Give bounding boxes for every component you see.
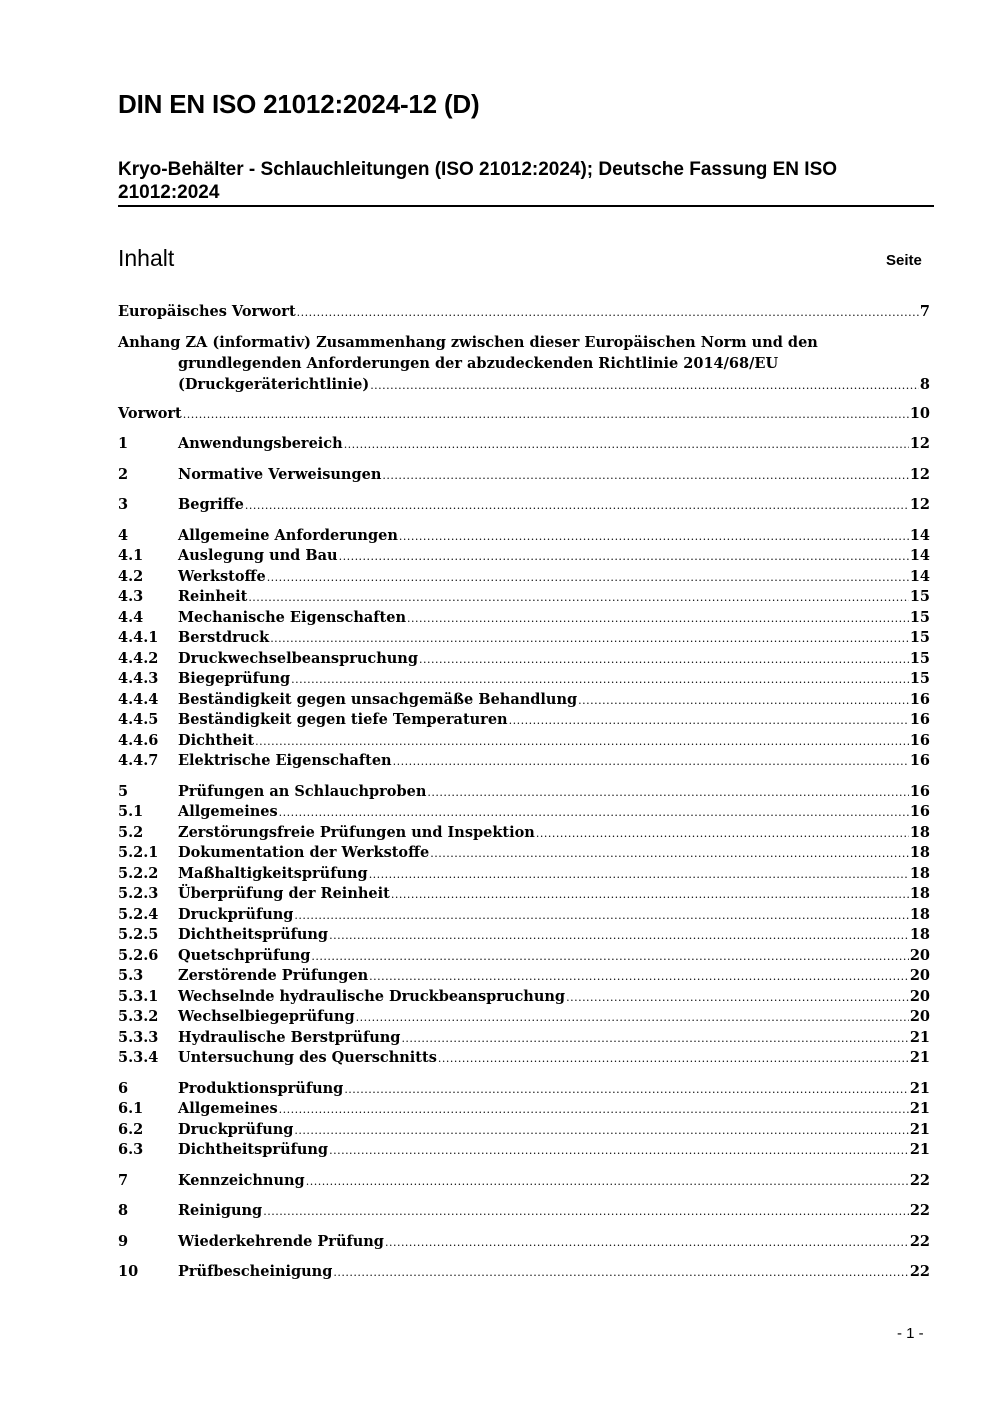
toc-entry-title: Allgemeine Anforderungen (178, 527, 398, 544)
toc-entry-number: 4.4.7 (118, 752, 159, 769)
toc-entry-page: 15 (909, 609, 930, 626)
toc-entry[interactable] (118, 434, 930, 454)
leader-dots (279, 802, 909, 823)
toc-entry-number: 4.4 (118, 609, 144, 626)
toc-entry[interactable] (118, 1201, 930, 1221)
toc-entry-title: Quetschprüfung (178, 947, 311, 964)
leader-dots (566, 987, 909, 1008)
toc-entry-page: 12 (909, 496, 930, 513)
toc-entry-page: 20 (909, 988, 930, 1005)
toc-entry-page: 15 (909, 670, 930, 687)
leader-dots (270, 628, 909, 649)
toc-entry[interactable] (118, 751, 930, 771)
annex-line-2: grundlegenden Anforderungen der abzudeckenden Richtlinie 2014/68/EU (178, 355, 779, 372)
toc-entry[interactable] (118, 1171, 930, 1191)
toc-entry-number: 5.2.3 (118, 885, 159, 902)
toc-entry-title: Biegeprüfung (178, 670, 291, 687)
leader-dots (294, 905, 908, 926)
leader-dots (294, 1120, 908, 1141)
toc-entry-title: Europäisches Vorwort (118, 303, 296, 320)
leader-dots (291, 669, 909, 690)
toc-entry[interactable] (118, 782, 930, 802)
toc-entry[interactable] (118, 1028, 930, 1048)
toc-entry-title: Maßhaltigkeitsprüfung (178, 865, 368, 882)
leader-dots (385, 1232, 909, 1253)
toc-entry-page: 20 (909, 947, 930, 964)
leader-dots (255, 731, 909, 752)
toc-entry[interactable] (118, 1079, 930, 1099)
leader-dots (344, 434, 909, 455)
toc-entry-page: 14 (909, 568, 930, 585)
leader-dots (369, 966, 909, 987)
toc-entry-title: Allgemeines (178, 803, 278, 820)
toc-entry-title: Kennzeichnung (178, 1172, 305, 1189)
toc-entry-number: 4.4.1 (118, 629, 159, 646)
toc-entry-number: 6.2 (118, 1121, 144, 1138)
toc-entry[interactable] (118, 669, 930, 689)
toc-entry-page: 21 (909, 1121, 930, 1138)
toc-entry-number: 7 (118, 1172, 129, 1189)
toc-entry[interactable] (118, 628, 930, 648)
toc-entry-number: 10 (118, 1263, 139, 1280)
leader-dots (279, 1099, 909, 1120)
toc-page-label: Seite (886, 252, 922, 269)
toc-entry-page: 14 (909, 547, 930, 564)
toc-entry[interactable] (118, 905, 930, 925)
toc-entry[interactable] (118, 946, 930, 966)
toc-entry-page: 16 (909, 803, 930, 820)
toc-entry-number: 5.2.5 (118, 926, 159, 943)
toc-entry[interactable] (118, 987, 930, 1007)
toc-entry-title: Druckprüfung (178, 1121, 294, 1138)
toc-entry-title: Elektrische Eigenschaften (178, 752, 392, 769)
toc-entry-number: 5.3 (118, 967, 144, 984)
toc-entry-page: 15 (909, 629, 930, 646)
toc-entry[interactable] (118, 1262, 930, 1282)
toc-entry-number: 5.2.4 (118, 906, 159, 923)
toc-entry-annex-za[interactable] (118, 332, 930, 396)
leader-dots (536, 823, 909, 844)
toc-entry-number: 4.3 (118, 588, 144, 605)
toc-entry-number: 3 (118, 496, 129, 513)
toc-entry-title: Beständigkeit gegen tiefe Temperaturen (178, 711, 508, 728)
leader-dots (399, 526, 909, 547)
toc-entry-title: Reinheit (178, 588, 248, 605)
toc-entry-page: 18 (909, 906, 930, 923)
toc-entry-title: Zerstörungsfreie Prüfungen und Inspektion (178, 824, 535, 841)
toc-entry[interactable] (118, 864, 930, 884)
leader-dots (267, 567, 909, 588)
leader-dots (391, 884, 909, 905)
toc-entry[interactable] (118, 710, 930, 730)
toc-entry-number: 5.2.6 (118, 947, 159, 964)
toc-entry-number: 4 (118, 527, 129, 544)
toc-entry-title: Dichtheit (178, 732, 255, 749)
page-number: - 1 - (897, 1325, 924, 1342)
toc-entry-page: 18 (909, 824, 930, 841)
leader-dots (578, 690, 909, 711)
toc-entry-page: 14 (909, 527, 930, 544)
document-id: DIN EN ISO 21012:2024-12 (D) (118, 89, 480, 119)
toc-entry-page: 18 (909, 885, 930, 902)
toc-entry-page: 16 (909, 752, 930, 769)
leader-dots (438, 1048, 909, 1069)
toc-entry[interactable] (118, 690, 930, 710)
toc-entry-page: 7 (919, 303, 930, 320)
toc-entry-page: 18 (909, 844, 930, 861)
toc-entry[interactable] (118, 1232, 930, 1252)
toc-entry-page: 12 (909, 435, 930, 452)
toc-entry-title: Überprüfung der Reinheit (178, 885, 390, 902)
toc-entry[interactable] (118, 802, 930, 822)
document-subtitle (118, 158, 918, 204)
leader-dots (311, 946, 908, 967)
leader-dots (382, 465, 908, 486)
toc-entry-number: 6.1 (118, 1100, 144, 1117)
toc-entry-title: Berstdruck (178, 629, 270, 646)
toc-entry-number: 4.4.3 (118, 670, 159, 687)
leader-dots (329, 925, 909, 946)
toc-entry[interactable] (118, 302, 930, 322)
toc-entry-page: 16 (909, 691, 930, 708)
toc-entry[interactable] (118, 1120, 930, 1140)
toc-entry-title: Druckprüfung (178, 906, 294, 923)
toc-entry-number: 4.2 (118, 568, 144, 585)
toc-entry[interactable] (118, 526, 930, 546)
toc-entry-title: Werkstoffe (178, 568, 266, 585)
toc-entry-number: 5.2 (118, 824, 144, 841)
toc-entry-number: 5 (118, 783, 129, 800)
toc-entry-number: 5.3.3 (118, 1029, 159, 1046)
leader-dots (509, 710, 909, 731)
toc-entry[interactable] (118, 567, 930, 587)
toc-entry[interactable] (118, 966, 930, 986)
leader-dots (401, 1028, 908, 1049)
toc-entry-page: 22 (909, 1172, 930, 1189)
toc-entry-page: 15 (909, 650, 930, 667)
toc-entry-page: 15 (909, 588, 930, 605)
toc-entry-page: 12 (909, 466, 930, 483)
toc-entry-page: 21 (909, 1049, 930, 1066)
toc-entry-title: Wechselnde hydraulische Druckbeanspruchung (178, 988, 566, 1005)
annex-line-3: (Druckgeräterichtlinie) (178, 376, 370, 393)
toc-entry-number: 4.4.2 (118, 650, 159, 667)
leader-dots (369, 864, 909, 885)
leader-dots (245, 495, 909, 516)
leader-dots (248, 587, 909, 608)
leader-dots (263, 1201, 909, 1222)
toc-entry-number: 4.4.4 (118, 691, 159, 708)
leader-dots (427, 782, 908, 803)
toc-entry-page: 21 (909, 1029, 930, 1046)
toc-entry[interactable] (118, 608, 930, 628)
toc-entry[interactable] (118, 843, 930, 863)
toc-entry[interactable] (118, 1140, 930, 1160)
toc-entry-title: Auslegung und Bau (178, 547, 338, 564)
annex-page: 8 (919, 376, 930, 393)
leader-dots (393, 751, 909, 772)
toc-entry[interactable] (118, 1048, 930, 1068)
toc-entry[interactable] (118, 731, 930, 751)
toc-entry-page: 10 (909, 405, 930, 422)
toc-entry-number: 5.3.2 (118, 1008, 159, 1025)
leader-dots (333, 1262, 908, 1283)
annex-line-1: Anhang ZA (informativ) Zusammenhang zwischen dieser Europäischen Norm und den (118, 334, 818, 351)
toc-entry-title: Anwendungsbereich (178, 435, 343, 452)
toc-entry-title: Mechanische Eigenschaften (178, 609, 406, 626)
toc-entry-page: 20 (909, 967, 930, 984)
toc-entry-number: 1 (118, 435, 129, 452)
toc-entry[interactable] (118, 495, 930, 515)
toc-entry[interactable] (118, 884, 930, 904)
toc-entry-page: 18 (909, 926, 930, 943)
toc-entry-number: 6 (118, 1080, 129, 1097)
subtitle-line-1: Kryo-Behälter - Schlauchleitungen (ISO 21012:2024); Deutsche Fassung EN ISO (118, 159, 838, 180)
header-rule (118, 205, 934, 207)
toc-entry-title: Begriffe (178, 496, 244, 513)
toc-entry-number: 4.1 (118, 547, 144, 564)
toc-entry-number: 5.1 (118, 803, 144, 820)
toc-entry-page: 16 (909, 783, 930, 800)
toc-entry-number: 5.3.4 (118, 1049, 159, 1066)
leader-dots (306, 1171, 909, 1192)
toc-entry-number: 4.4.5 (118, 711, 159, 728)
toc-entry-title: Prüfbescheinigung (178, 1263, 333, 1280)
toc-entry-title: Beständigkeit gegen unsachgemäße Behandlung (178, 691, 578, 708)
toc-entry-number: 2 (118, 466, 129, 483)
toc-entry-title: Prüfungen an Schlauchproben (178, 783, 427, 800)
toc-entry-title: Vorwort (118, 405, 182, 422)
leader-dots (183, 404, 909, 425)
toc-entry-page: 22 (909, 1233, 930, 1250)
toc-entry[interactable] (118, 404, 930, 424)
leader-dots (329, 1140, 909, 1161)
toc-entry-number: 5.2.1 (118, 844, 159, 861)
toc-entry-page: 18 (909, 865, 930, 882)
toc-entry[interactable] (118, 1099, 930, 1119)
toc-entry[interactable] (118, 925, 930, 945)
toc-entry-title: Wechselbiegeprüfung (178, 1008, 355, 1025)
toc-entry[interactable] (118, 546, 930, 566)
toc-entry-page: 16 (909, 732, 930, 749)
toc-entry-page: 21 (909, 1080, 930, 1097)
toc-entry[interactable] (118, 649, 930, 669)
toc-entry-page: 22 (909, 1263, 930, 1280)
leader-dots (370, 374, 919, 396)
toc-entry-number: 4.4.6 (118, 732, 159, 749)
toc-entry-title: Hydraulische Berstprüfung (178, 1029, 401, 1046)
toc-entry[interactable] (118, 465, 930, 485)
toc-entry-title: Normative Verweisungen (178, 466, 382, 483)
toc-entry-number: 5.2.2 (118, 865, 159, 882)
toc-entry-title: Druckwechselbeanspruchung (178, 650, 418, 667)
toc-entry-title: Dichtheitsprüfung (178, 926, 329, 943)
leader-dots (356, 1007, 909, 1028)
toc-entry-title: Dichtheitsprüfung (178, 1141, 329, 1158)
toc-title: Inhalt (118, 245, 175, 271)
toc-entry-title: Reinigung (178, 1202, 263, 1219)
toc-entry-title: Dokumentation der Werkstoffe (178, 844, 430, 861)
toc-entry[interactable] (118, 1007, 930, 1027)
leader-dots (297, 302, 919, 323)
toc-entry-number: 5.3.1 (118, 988, 159, 1005)
toc-entry-title: Zerstörende Prüfungen (178, 967, 369, 984)
leader-dots (419, 649, 909, 670)
toc-entry-title: Produktionsprüfung (178, 1080, 344, 1097)
toc-entry-page: 22 (909, 1202, 930, 1219)
toc-entry-title: Wiederkehrende Prüfung (178, 1233, 384, 1250)
leader-dots (430, 843, 909, 864)
toc-entry-number: 8 (118, 1202, 129, 1219)
leader-dots (407, 608, 909, 629)
toc-entry[interactable] (118, 823, 930, 843)
toc-entry-title: Untersuchung des Querschnitts (178, 1049, 437, 1066)
toc-entry-page: 16 (909, 711, 930, 728)
toc-entry[interactable] (118, 587, 930, 607)
toc-entry-page: 21 (909, 1141, 930, 1158)
leader-dots (339, 546, 909, 567)
leader-dots (344, 1079, 909, 1100)
toc-entry-page: 20 (909, 1008, 930, 1025)
subtitle-line-2: 21012:2024 (118, 182, 220, 203)
toc-entry-page: 21 (909, 1100, 930, 1117)
toc-entry-number: 9 (118, 1233, 129, 1250)
toc-entry-number: 6.3 (118, 1141, 144, 1158)
toc-entry-title: Allgemeines (178, 1100, 278, 1117)
